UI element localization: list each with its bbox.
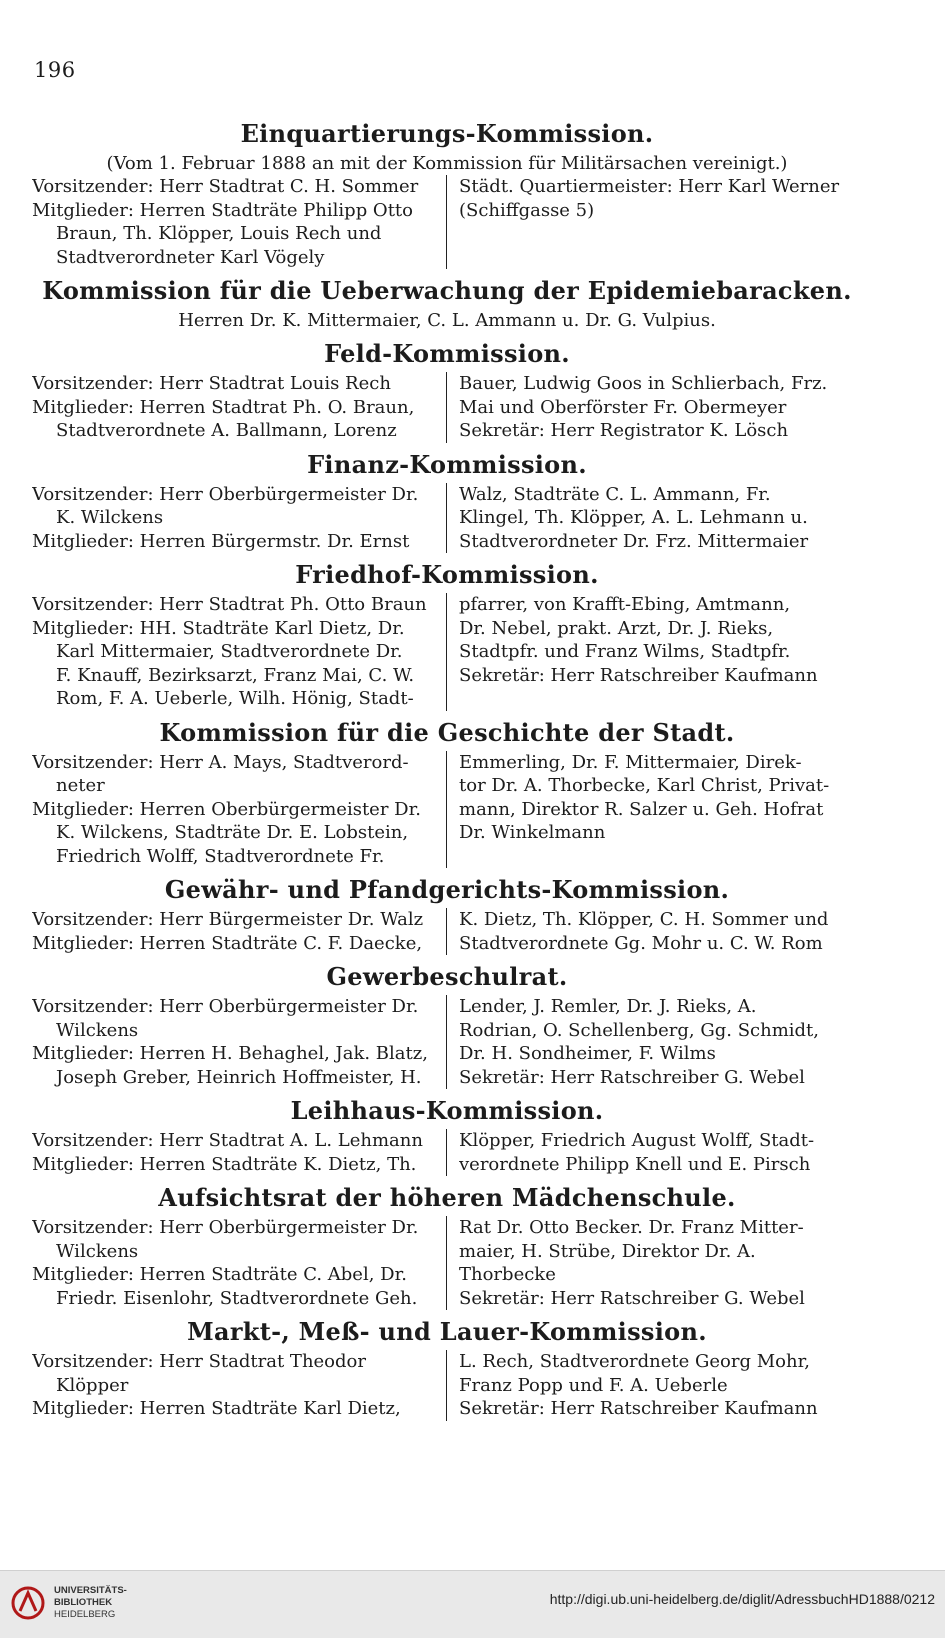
left-column [32, 593, 447, 711]
entry-line: Vorsitzender: Herr Stadtrat C. H. Sommer [32, 176, 419, 197]
entry-line: Mitglieder: HH. Stadträte Karl Dietz, Dr. [32, 617, 405, 639]
right-column [447, 1216, 862, 1310]
section-title: Aufsichtsrat der höheren Mädchenschule. [158, 1183, 736, 1212]
entry-line: Stadtverordnete Gg. Mohr u. C. W. Rom [459, 932, 823, 954]
entry-line: Sekretär: Herr Ratschreiber Kaufmann [459, 1398, 818, 1419]
section-columns [32, 1129, 862, 1176]
entry-line: Sekretär: Herr Ratschreiber Kaufmann [459, 664, 818, 686]
entry-line: Vorsitzender: Herr Oberbürgermeister Dr. [32, 1217, 419, 1238]
entry-line: Mitglieder: Herren Stadträte C. Abel, Dr. [32, 1264, 407, 1285]
entry-line: Klöpper [56, 1374, 129, 1396]
entry-line: Klingel, Th. Klöpper, A. L. Lehmann u. [459, 507, 808, 528]
section-title: Gewerbeschulrat. [326, 962, 568, 991]
right-column [447, 1350, 862, 1421]
entry-line: Friedrich Wolff, Stadtverordnete Fr. [56, 845, 385, 867]
left-column [32, 1350, 447, 1421]
entry-line: Vorsitzender: Herr Stadtrat Ph. Otto Braun [32, 594, 427, 615]
section-columns [32, 1350, 862, 1421]
section-title: Einquartierungs-Kommission. [240, 119, 654, 148]
left-column [32, 908, 447, 955]
left-column [32, 1216, 447, 1310]
entry-line: Sekretär: Herr Ratschreiber G. Webel [459, 1287, 805, 1309]
commission-section [32, 118, 862, 269]
entry-line: Mitglieder: Herren H. Behaghel, Jak. Blatz, [32, 1043, 428, 1064]
right-column [447, 1129, 862, 1176]
commission-section [32, 275, 862, 332]
section-title: Kommission für die Ueberwachung der Epidemiebaracken. [42, 276, 852, 305]
entry-line: Mitglieder: Herren Bürgermstr. Dr. Ernst [32, 530, 410, 552]
entry-line: Bauer, Ludwig Goos in Schlierbach, Frz. [459, 373, 828, 394]
entry-line: Lender, J. Remler, Dr. J. Rieks, A. [459, 996, 757, 1017]
entry-line: Stadtpfr. und Franz Wilms, Stadtpfr. [459, 641, 791, 662]
entry-line: maier, H. Strübe, Direktor Dr. A. [459, 1240, 756, 1262]
right-column [447, 995, 862, 1089]
commission-section [32, 961, 862, 1089]
entry-line: K. Wilckens, Stadträte Dr. E. Lobstein, [56, 822, 409, 843]
section-subtitle: (Vom 1. Februar 1888 an mit der Kommission für Militärsachen vereinigt.) [106, 153, 788, 174]
entry-line: Vorsitzender: Herr Oberbürgermeister Dr. [32, 996, 419, 1017]
entry-line: K. Wilckens [56, 507, 164, 528]
section-columns [32, 751, 862, 869]
page-number: 196 [34, 58, 76, 82]
entry-line: tor Dr. A. Thorbecke, Karl Christ, Privat- [459, 775, 830, 796]
entry-line: Vorsitzender: Herr Bürgermeister Dr. Walz [32, 909, 424, 930]
right-column [447, 175, 862, 269]
entry-line: Sekretär: Herr Registrator K. Lösch [459, 420, 789, 441]
section-columns [32, 483, 862, 554]
entry-line: mann, Direktor R. Salzer u. Geh. Hofrat [459, 798, 824, 820]
entry-line: Wilckens [56, 1240, 139, 1262]
left-column [32, 483, 447, 554]
commission-section [32, 874, 862, 955]
section-title: Leihhaus-Kommission. [290, 1096, 604, 1125]
left-column [32, 1129, 447, 1176]
section-columns [32, 908, 862, 955]
entry-line: Mitglieder: Herren Oberbürgermeister Dr. [32, 798, 421, 820]
entry-line: F. Knauff, Bezirksarzt, Franz Mai, C. W. [56, 664, 415, 686]
section-columns [32, 372, 862, 443]
entry-line: Emmerling, Dr. F. Mittermaier, Direk- [459, 751, 802, 773]
section-subtitle: Herren Dr. K. Mittermaier, C. L. Ammann u. Dr. G. Vulpius. [178, 310, 716, 331]
entry-line: neter [56, 775, 105, 796]
entry-line: K. Dietz, Th. Klöpper, C. H. Sommer und [459, 909, 829, 930]
entry-line: Vorsitzender: Herr Stadtrat Theodor [32, 1351, 366, 1372]
right-column [447, 751, 862, 869]
section-title: Gewähr- und Pfandgerichts-Kommission. [164, 875, 730, 904]
right-column [447, 908, 862, 955]
section-title: Friedhof-Kommission. [295, 560, 599, 589]
footer-bar [0, 1570, 945, 1638]
entry-line: Mitglieder: Herren Stadträte K. Dietz, Th. [32, 1153, 417, 1175]
right-column [447, 593, 862, 711]
section-columns [32, 175, 862, 269]
entry-line: Dr. Winkelmann [459, 822, 606, 843]
entry-line: Franz Popp und F. A. Ueberle [459, 1374, 728, 1396]
entry-line: Stadtverordneter Dr. Frz. Mittermaier [459, 530, 809, 552]
entry-line: Mai und Oberförster Fr. Obermeyer [459, 396, 787, 418]
entry-line: Joseph Greber, Heinrich Hoffmeister, H. [56, 1066, 422, 1088]
entry-line: Thorbecke [459, 1264, 556, 1285]
left-column [32, 751, 447, 869]
entry-line: Mitglieder: Herren Stadtrat Ph. O. Braun, [32, 396, 415, 418]
entry-line: (Schiffgasse 5) [459, 199, 595, 221]
commission-section [32, 559, 862, 711]
entry-line: Mitglieder: Herren Stadträte Philipp Otto [32, 199, 413, 221]
section-title: Markt-, Meß- und Lauer-Kommission. [187, 1317, 707, 1346]
left-column [32, 995, 447, 1089]
commission-section [32, 717, 862, 869]
entry-line: Vorsitzender: Herr Stadtrat A. L. Lehmann [32, 1130, 423, 1151]
left-column [32, 175, 447, 269]
library-logo-icon [10, 1585, 46, 1621]
left-column [32, 372, 447, 443]
entry-line: Rom, F. A. Ueberle, Wilh. Hönig, Stadt- [56, 688, 414, 709]
entry-line: Vorsitzender: Herr Stadtrat Louis Rech [32, 373, 391, 394]
section-columns [32, 995, 862, 1089]
section-title: Kommission für die Geschichte der Stadt. [159, 717, 735, 747]
entry-line: Dr. Nebel, prakt. Arzt, Dr. J. Rieks, [459, 617, 774, 639]
entry-line: Städt. Quartiermeister: Herr Karl Werner [459, 176, 840, 197]
entry-line: Dr. H. Sondheimer, F. Wilms [459, 1043, 716, 1064]
entry-line: Sekretär: Herr Ratschreiber G. Webel [459, 1066, 805, 1088]
entry-line: Walz, Stadträte C. L. Ammann, Fr. [459, 483, 771, 505]
entry-line: Stadtverordneter Karl Vögely [56, 246, 325, 268]
entry-line: Mitglieder: Herren Stadträte C. F. Daecke, [32, 932, 423, 954]
commission-section [32, 1316, 862, 1421]
entry-line: L. Rech, Stadtverordnete Georg Mohr, [459, 1351, 810, 1372]
entry-line: Karl Mittermaier, Stadtverordnete Dr. [56, 641, 403, 662]
commission-section [32, 1095, 862, 1176]
directory-content [32, 112, 862, 1425]
entry-line: Rat Dr. Otto Becker. Dr. Franz Mitter- [459, 1217, 804, 1238]
section-title: Finanz-Kommission. [307, 449, 587, 479]
entry-line: Rodrian, O. Schellenberg, Gg. Schmidt, [459, 1019, 819, 1041]
entry-line: Klöpper, Friedrich August Wolff, Stadt- [459, 1130, 815, 1151]
entry-line: Vorsitzender: Herr Oberbürgermeister Dr. [32, 483, 419, 505]
entry-line: Friedr. Eisenlohr, Stadtverordnete Geh. [56, 1287, 418, 1309]
right-column [447, 372, 862, 443]
entry-line: Braun, Th. Klöpper, Louis Rech und [56, 223, 382, 244]
right-column [447, 483, 862, 554]
entry-line: Vorsitzender: Herr A. Mays, Stadtverord- [32, 751, 409, 773]
section-columns [32, 593, 862, 711]
commission-section [32, 338, 862, 443]
entry-line: Stadtverordnete A. Ballmann, Lorenz [56, 420, 397, 441]
entry-line: Mitglieder: Herren Stadträte Karl Dietz, [32, 1398, 401, 1419]
entry-line: Wilckens [56, 1019, 139, 1041]
commission-section [32, 1182, 862, 1310]
library-name: UNIVERSITÄTS- BIBLIOTHEK HEIDELBERG [54, 1585, 127, 1620]
source-url-link[interactable]: http://digi.ub.uni-heidelberg.de/diglit/AdressbuchHD1888/0212 [549, 1591, 935, 1607]
section-columns [32, 1216, 862, 1310]
section-title: Feld-Kommission. [324, 339, 570, 368]
entry-line: verordnete Philipp Knell und E. Pirsch [459, 1153, 811, 1175]
commission-section [32, 449, 862, 554]
entry-line: pfarrer, von Krafft-Ebing, Amtmann, [459, 594, 791, 615]
